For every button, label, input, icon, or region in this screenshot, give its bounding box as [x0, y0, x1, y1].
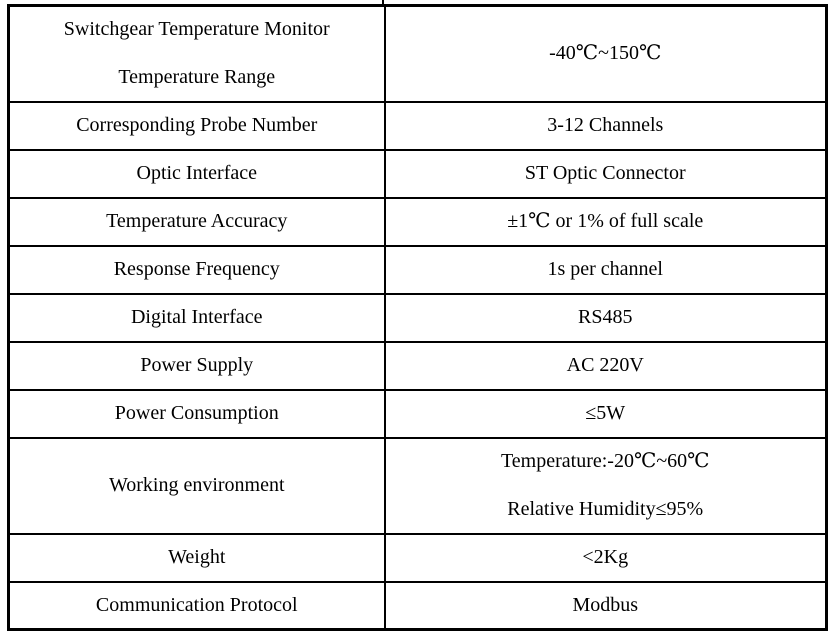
spec-label-line: Switchgear Temperature Monitor [63, 18, 330, 41]
spec-value-cell [385, 390, 827, 438]
table-row [9, 582, 827, 630]
spec-value-cell [385, 198, 827, 246]
spec-value-line: 3-12 Channels [547, 114, 664, 136]
spec-label-cell [9, 102, 385, 150]
spec-value-line: AC 220V [566, 354, 644, 376]
spec-label-line: Temperature Accuracy [106, 210, 288, 232]
table-row [9, 294, 827, 342]
table-row [9, 246, 827, 294]
spec-value-line: Relative Humidity≤95% [507, 498, 704, 520]
spec-label-cell [9, 150, 385, 198]
spec-label-line: Power Supply [140, 354, 254, 376]
spec-label-line: Working environment [108, 474, 285, 496]
table-row [9, 198, 827, 246]
spec-label-cell [9, 246, 385, 294]
spec-value-cell [385, 246, 827, 294]
spec-label-cell [9, 582, 385, 630]
table-row [9, 150, 827, 198]
spec-value-cell [385, 6, 827, 102]
table-row [9, 6, 827, 102]
spec-value-line: ≤5W [585, 402, 626, 424]
spec-value-line: RS485 [578, 306, 633, 328]
spec-value-cell [385, 150, 827, 198]
spec-label-line: Corresponding Probe Number [76, 114, 318, 136]
table-row [9, 390, 827, 438]
spec-value-cell [385, 534, 827, 582]
spec-value-line: <2Kg [582, 546, 629, 568]
table-row [9, 102, 827, 150]
spec-label-line: Weight [168, 546, 226, 568]
spec-label-cell [9, 390, 385, 438]
spec-label-line: Temperature Range [118, 66, 276, 89]
spec-table-body [9, 6, 827, 630]
spec-value-cell [385, 342, 827, 390]
spec-value-line: Modbus [572, 593, 639, 616]
spec-value-line: ±1℃ or 1% of full scale [507, 210, 704, 232]
spec-label-cell [9, 6, 385, 102]
spec-value-line: Temperature:-20℃~60℃ [500, 450, 710, 472]
spec-value-line: 1s per channel [547, 258, 663, 280]
spec-value-line: ST Optic Connector [524, 162, 686, 184]
spec-label-cell [9, 294, 385, 342]
spec-label-cell [9, 198, 385, 246]
spec-label-line: Communication Protocol [95, 593, 298, 616]
spec-value-cell [385, 102, 827, 150]
spec-value-line: -40℃~150℃ [549, 42, 662, 65]
spec-value-cell [385, 438, 827, 534]
spec-label-cell [9, 534, 385, 582]
spec-value-cell [385, 294, 827, 342]
table-row [9, 438, 827, 534]
spec-label-cell [9, 438, 385, 534]
spec-table [7, 4, 828, 631]
table-row [9, 534, 827, 582]
spec-label-line: Optic Interface [136, 162, 257, 184]
spec-label-line: Response Frequency [113, 258, 280, 280]
spec-label-line: Power Consumption [114, 402, 279, 424]
spec-label-cell [9, 342, 385, 390]
spec-value-cell [385, 582, 827, 630]
table-row [9, 342, 827, 390]
spec-label-line: Digital Interface [130, 306, 263, 328]
